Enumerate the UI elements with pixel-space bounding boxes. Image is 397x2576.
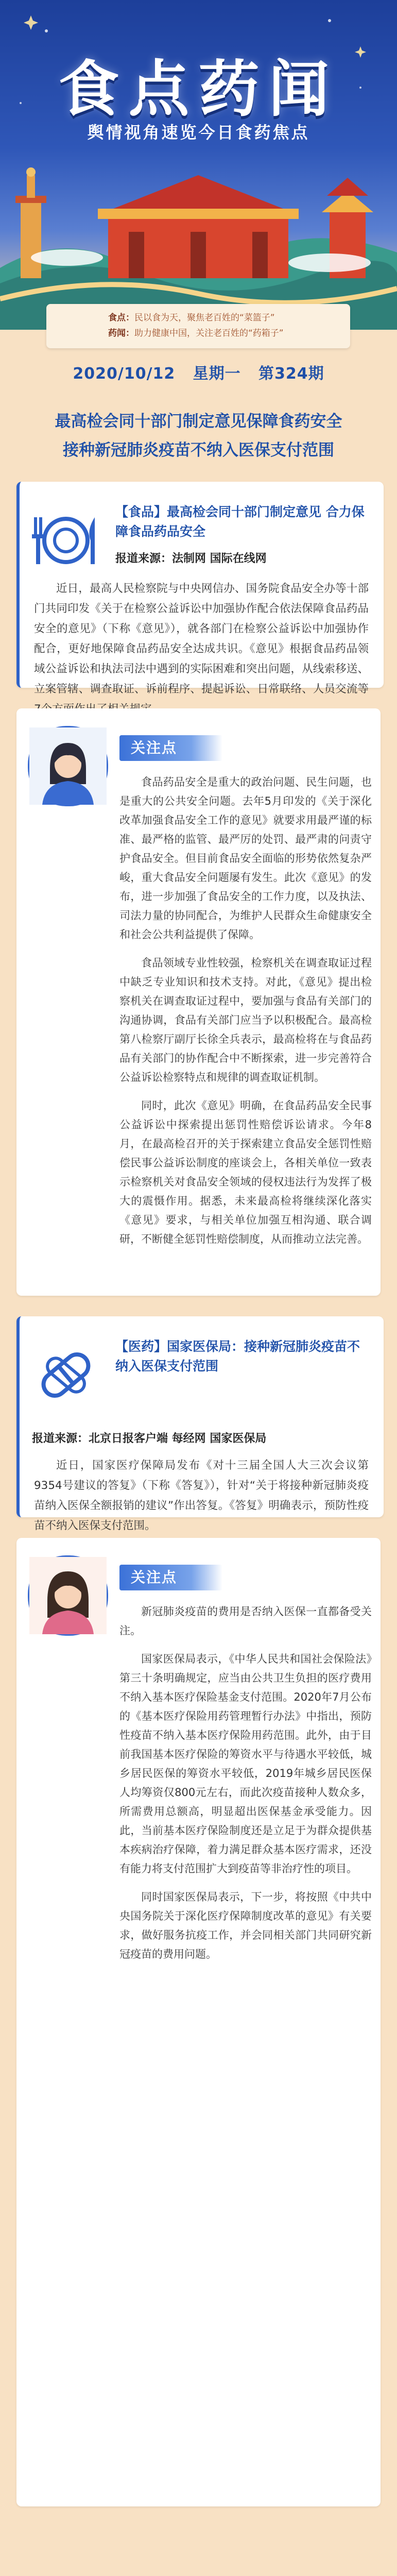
issue-info (0, 361, 397, 383)
drug-focus-paragraph-2: 国家医保局表示，《中华人民共和国社会保险法》第三十条明确规定，应当由公共卫生负担的医疗费用不纳入基本医疗保险基金支付范围。2020年7月公布的《基本医疗保险用药管理暂行办法》中指出，预防性疫苗不纳入基本医疗保险用药范围。此外，由于目前我国基本医疗保险的筹资水平与待遇水平较低，城乡居民医保的筹资水平较低，2019年城乡居民医保人均筹资仅800元左右，而此次疫苗接种人数众多，所需费用总额高，明显超出医保基金承受能力。因此，当前基本医疗保险制度还是立足于为群众提供基本疾病治疗保障，着力满足群众基本医疗需求，还没有能力将支付范围扩大到疫苗等非治疗性的项目。 (119, 1653, 372, 1875)
drug-focus-text (119, 1602, 372, 1964)
food-news-category: 【食品】 (115, 504, 167, 519)
food-focus-text (119, 773, 372, 1249)
issue-weekday: 星期一 (193, 365, 241, 383)
female-avatar-icon (28, 1555, 108, 1636)
food-focus-paragraph-3: 同时，此次《意见》明确，在食品药品安全民事公益诉讼中探索提出惩罚性赔偿诉讼请求。今年8月，在最高检召开的关于探索建立食品安全惩罚性赔偿民事公益诉讼制度的座谈会上，各相关单位一致表示检察机关对食品安全领域的侵权违法行为发挥了极大的震慑作用。据悉，未来最高检将继续深化落实《意见》要求，与相关单位加强互相沟通、联合调研，不断健全惩罚性赔偿制度，从而推动立法完善。 (119, 1099, 372, 1245)
food-source-label: 报道来源： (115, 552, 172, 565)
food-focus-badge: 关注点 (119, 735, 222, 761)
drug-news-headline: 国家医保局：接种新冠肺炎疫苗不纳入医保支付范围 (115, 1339, 360, 1374)
headline-line-1: 最高检会同十部门制定意见保障食药安全 (55, 412, 342, 431)
slogan-food (46, 304, 350, 326)
issue-date: 2020/10/12 (73, 365, 176, 383)
drug-focus-paragraph-1: 新冠肺炎疫苗的费用是否纳入医保一直都备受关注。 (119, 1605, 372, 1637)
food-news-body (34, 579, 369, 719)
food-news-source (115, 550, 267, 566)
header-banner (0, 0, 397, 338)
drug-news-title (115, 1337, 368, 1376)
issue-number: 第324期 (258, 365, 324, 383)
footer (0, 2561, 397, 2576)
drug-source-value: 北京日报客户端 每经网 国家医保局 (89, 1432, 267, 1445)
drug-news-source (32, 1430, 266, 1446)
food-news-paragraph: 近日，最高人民检察院与中央网信办、国务院食品安全办等十部门共同印发《关于在检察公益诉讼中加强协作配合依法保障食品药品安全的意见》（下称《意见》），就各部门在检察公益诉讼中加强协作配合，更好地保障食品药品安全达成共识。《意见》根据食品药品领域公益诉讼和执法司法中遇到的实际困难和突出问题，从线索移送、立案管辖、调查取证、诉前程序、提起诉讼、日常联络、人员交流等 (34, 582, 369, 696)
drug-source-label: 报道来源： (32, 1432, 89, 1445)
drug-news-category: 【医药】 (115, 1339, 167, 1354)
food-focus-card (16, 708, 381, 1296)
female-avatar-icon (28, 726, 108, 806)
food-source-value: 法制网 国际在线网 (172, 552, 267, 565)
drug-news-body (34, 1455, 369, 1536)
drug-news-card (16, 1316, 384, 1532)
slogan-food-text: 民以食为天，聚焦老百姓的“菜篮子” (134, 313, 275, 323)
masthead-title: 食点药闻 (58, 53, 339, 125)
food-news-headline: 最高检会同十部门制定意见 合力保障食品药品安全 (115, 504, 365, 539)
drug-focus-paragraph-3: 同时国家医保局表示，下一步，将按照《中共中央国务院关于深化医疗保障制度改革的意见》有关要求，做好服务抗疫工作，并会同相关部门共同研究新冠疫苗的费用问题。 (119, 1891, 372, 1960)
slogan-food-label: 食点： (108, 313, 134, 323)
food-focus-paragraph-2: 食品领域专业性较强，检察机关在调查取证过程中缺乏专业知识和技术支持。对此，《意见》提出检察机关在调查取证过程中，要加强与食品有关部门的沟通协调，食品有关部门应当予以积极配合。最高检第八检察厅副厅长徐全兵表示，最高检将在与食品药品有关部门的协作配合中不断探索，进一步完善符合公益诉讼检察特点和规律的调查取证机制。 (119, 957, 372, 1083)
slogan-drug-text: 助力健康中国，关注老百姓的“药箱子” (134, 328, 284, 338)
food-focus-paragraph-1: 食品药品安全是重大的政治问题、民生问题，也是重大的公共安全问题。去年5月印发的《关于深化改革加强食品安全工作的意见》就要求用最严谨的标准、最严格的监管、最严厉的处罚、最严肃的问责守护食品安全。但目前食品安全面临的形势依然复杂严峻，重大食品安全问题屡有发生。此次《意见》的发布，进一步加强了食品安全的工作力度，以及执法、司法力量的协同配合，为维护人民群众生命健康安全和社会公共利益提供了保障。 (119, 776, 372, 941)
drug-news-paragraph: 近日，国家医疗保障局发布《对十三届全国人大三次会议第9354号建议的答复》（下称《答复》），针对“关于将接种新冠肺炎疫苗纳入医保全额报销的建议”作出答复。《答复》明确表示，预防性疫苗不纳入医保支付范围。 (34, 1459, 369, 1532)
issue-headline (0, 407, 397, 465)
drug-focus-badge: 关注点 (119, 1565, 222, 1590)
slogan-drug-label: 药闻： (108, 328, 134, 338)
slogan-drug (46, 326, 350, 341)
drug-focus-card (16, 1538, 381, 2506)
headline-line-2: 接种新冠肺炎疫苗不纳入医保支付范围 (63, 441, 334, 460)
food-news-title (115, 502, 368, 541)
masthead-tagline: 舆情视角速览今日食药焦点 (87, 123, 310, 142)
slogan-box (46, 304, 350, 348)
city-skyline-illustration (0, 155, 397, 330)
pill-capsule-icon (30, 1339, 102, 1411)
fork-plate-knife-icon (30, 504, 102, 577)
food-news-card (16, 482, 384, 696)
